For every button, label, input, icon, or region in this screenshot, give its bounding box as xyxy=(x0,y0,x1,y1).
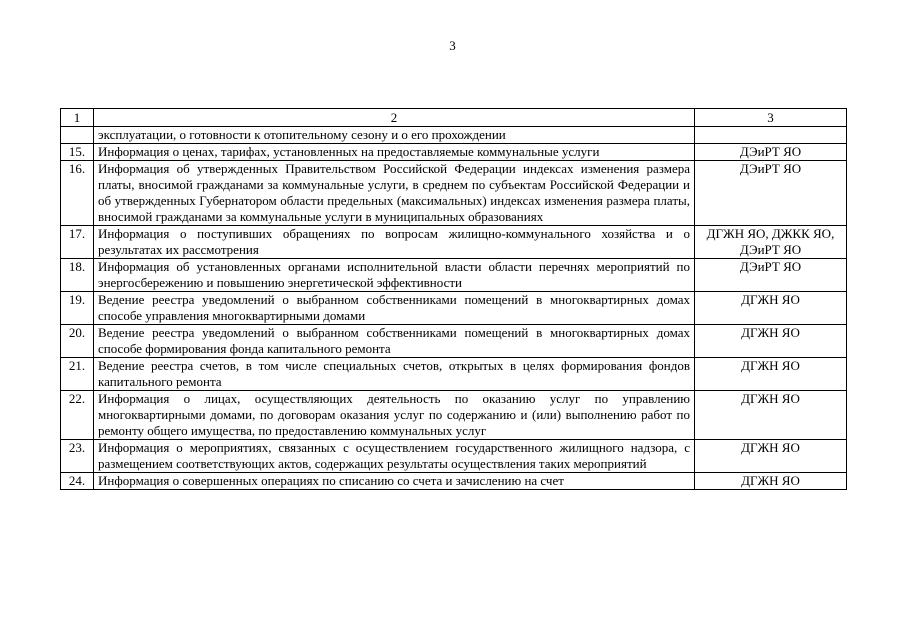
row-department: ДГЖН ЯО xyxy=(695,292,847,325)
row-description: Ведение реестра уведомлений о выбранном собственниками помещений в многоквартирных домах способе управления многоквартирными домами xyxy=(94,292,695,325)
table-row xyxy=(61,391,847,440)
continuation-row xyxy=(61,127,847,144)
table-row xyxy=(61,226,847,259)
services-table xyxy=(60,108,847,490)
row-description: Информация о мероприятиях, связанных с осуществлением государственного жилищного надзора, с размещением соответствующих актов, содержащих результаты осуществления таких мероприятий xyxy=(94,440,695,473)
table-row xyxy=(61,292,847,325)
row-number: 20. xyxy=(61,325,94,358)
row-description: Ведение реестра уведомлений о выбранном собственниками помещений в многоквартирных домах способе формирования фонда капитального ремонта xyxy=(94,325,695,358)
row-number: 23. xyxy=(61,440,94,473)
continuation-dept-cell xyxy=(695,127,847,144)
header-col-2: 2 xyxy=(94,109,695,127)
table-row xyxy=(61,473,847,490)
row-description: Информация об установленных органами исполнительной власти области перечнях мероприятий по энергосбережению и повышению энергетической эффективности xyxy=(94,259,695,292)
row-number: 18. xyxy=(61,259,94,292)
row-department: ДГЖН ЯО xyxy=(695,325,847,358)
row-department: ДЭиРТ ЯО xyxy=(695,144,847,161)
table-row xyxy=(61,161,847,226)
row-department: ДГЖН ЯО xyxy=(695,358,847,391)
table-row xyxy=(61,358,847,391)
row-number: 17. xyxy=(61,226,94,259)
row-number: 21. xyxy=(61,358,94,391)
row-number: 22. xyxy=(61,391,94,440)
row-department: ДЭиРТ ЯО xyxy=(695,259,847,292)
row-number: 19. xyxy=(61,292,94,325)
row-number: 16. xyxy=(61,161,94,226)
page-number: 3 xyxy=(449,38,456,53)
row-description: Информация об утвержденных Правительством Российской Федерации индексах изменения размера платы, вносимой гражданами за коммунальные услуги, в среднем по субъектам Российской Федерации и об утвержденных Губернатором области предельных (максимальных) индексах изменения размера платы, вносимой гражданами за коммунальные услуги в муниципальных образованиях xyxy=(94,161,695,226)
table-row xyxy=(61,325,847,358)
table-row xyxy=(61,144,847,161)
table-header-row xyxy=(61,109,847,127)
continuation-num-cell xyxy=(61,127,94,144)
row-department: ДГЖН ЯО xyxy=(695,440,847,473)
row-description: Информация о совершенных операциях по списанию со счета и зачислению на счет xyxy=(94,473,695,490)
row-department: ДГЖН ЯО, ДЖКК ЯО, ДЭиРТ ЯО xyxy=(695,226,847,259)
header-col-1: 1 xyxy=(61,109,94,127)
row-number: 15. xyxy=(61,144,94,161)
row-description: Информация о поступивших обращениях по вопросам жилищно-коммунального хозяйства и о результатах их рассмотрения xyxy=(94,226,695,259)
row-description: Информация о ценах, тарифах, установленных на предоставляемые коммунальные услуги xyxy=(94,144,695,161)
table-row xyxy=(61,440,847,473)
row-description: Информация о лицах, осуществляющих деятельность по оказанию услуг по управлению многоквартирными домами, по договорам оказания услуг по содержанию и (или) выполнению работ по ремонту общего имущества, по предоставлению коммунальных услуг xyxy=(94,391,695,440)
row-department: ДГЖН ЯО xyxy=(695,391,847,440)
row-department: ДГЖН ЯО xyxy=(695,473,847,490)
row-department: ДЭиРТ ЯО xyxy=(695,161,847,226)
header-col-3: 3 xyxy=(695,109,847,127)
row-number: 24. xyxy=(61,473,94,490)
table-row xyxy=(61,259,847,292)
continuation-text: эксплуатации, о готовности к отопительному сезону и о его прохождении xyxy=(94,127,695,144)
row-description: Ведение реестра счетов, в том числе специальных счетов, открытых в целях формирования фондов капитального ремонта xyxy=(94,358,695,391)
